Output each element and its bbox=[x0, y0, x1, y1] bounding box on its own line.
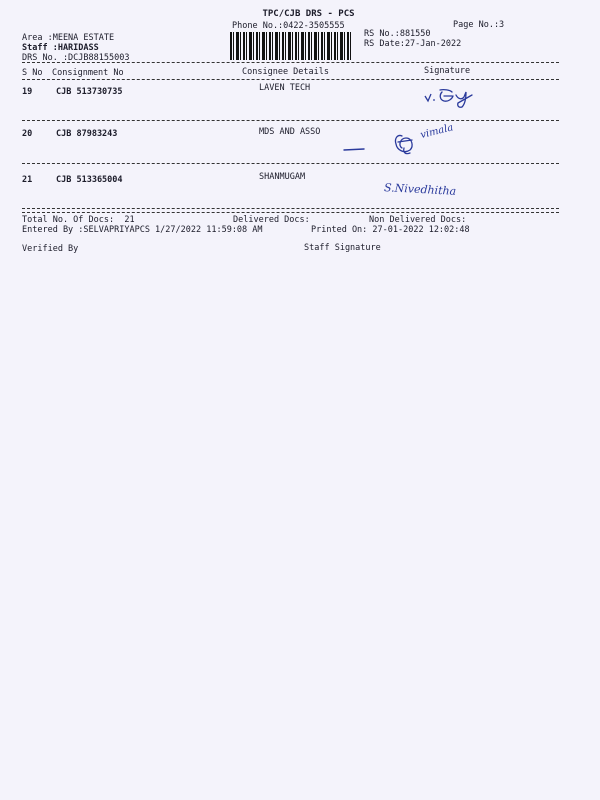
row-21-signature bbox=[384, 178, 456, 197]
row-20-signature-text: vimala bbox=[419, 122, 455, 141]
barcode bbox=[230, 32, 353, 60]
staff-signature-label: Staff Signature bbox=[304, 243, 381, 253]
row-19-consignment: CJB 513730735 bbox=[56, 87, 123, 97]
entered-by: Entered By :SELVAPRIYAPCS 1/27/2022 11:59:08 AM bbox=[22, 225, 263, 235]
row-19-consignee: LAVEN TECH bbox=[259, 83, 311, 93]
page-number: Page No.:3 bbox=[453, 20, 505, 30]
row-19-sno: 19 bbox=[22, 87, 33, 97]
phone-number: Phone No.:0422-3505555 bbox=[232, 21, 345, 31]
printed-on: Printed On: 27-01-2022 12:02:48 bbox=[311, 225, 470, 235]
row-21-consignee: SHANMUGAM bbox=[259, 172, 306, 182]
column-consignee: Consignee Details bbox=[242, 67, 329, 77]
column-sno: S No bbox=[22, 68, 43, 78]
row-20-signature bbox=[340, 122, 470, 162]
row-20-rule bbox=[22, 163, 559, 164]
row-19-rule bbox=[22, 120, 559, 121]
row-20-consignee: MDS AND ASSO bbox=[259, 127, 321, 137]
area-label: Area :MEENA ESTATE bbox=[22, 33, 115, 43]
drs-number: DRS No. :DCJB88155003 bbox=[22, 53, 130, 63]
row-21-consignment: CJB 513365004 bbox=[56, 175, 123, 185]
column-consignment: Consignment No bbox=[52, 68, 124, 78]
rs-date: RS Date:27-Jan-2022 bbox=[364, 39, 462, 49]
header-bottom-rule bbox=[22, 79, 559, 80]
column-signature: Signature bbox=[424, 66, 471, 76]
report-title: TPC/CJB DRS - PCS bbox=[262, 9, 355, 19]
header-top-rule bbox=[22, 62, 559, 63]
non-delivered-docs: Non Delivered Docs: bbox=[369, 215, 467, 225]
row-21-sno: 21 bbox=[22, 175, 33, 185]
row-19-signature bbox=[422, 86, 482, 108]
total-docs: Total No. Of Docs: 21 bbox=[22, 215, 135, 225]
row-20-consignment: CJB 87983243 bbox=[56, 129, 118, 139]
delivered-docs: Delivered Docs: bbox=[233, 215, 310, 225]
verified-by-label: Verified By bbox=[22, 244, 79, 254]
rs-number: RS No.:881550 bbox=[364, 29, 431, 39]
staff-label: Staff :HARIDASS bbox=[22, 43, 99, 53]
footer-rule bbox=[22, 212, 559, 213]
row-20-sno: 20 bbox=[22, 129, 33, 139]
row-21-signature-text: S.Nivedhitha bbox=[383, 181, 457, 198]
row-21-rule bbox=[22, 208, 559, 209]
